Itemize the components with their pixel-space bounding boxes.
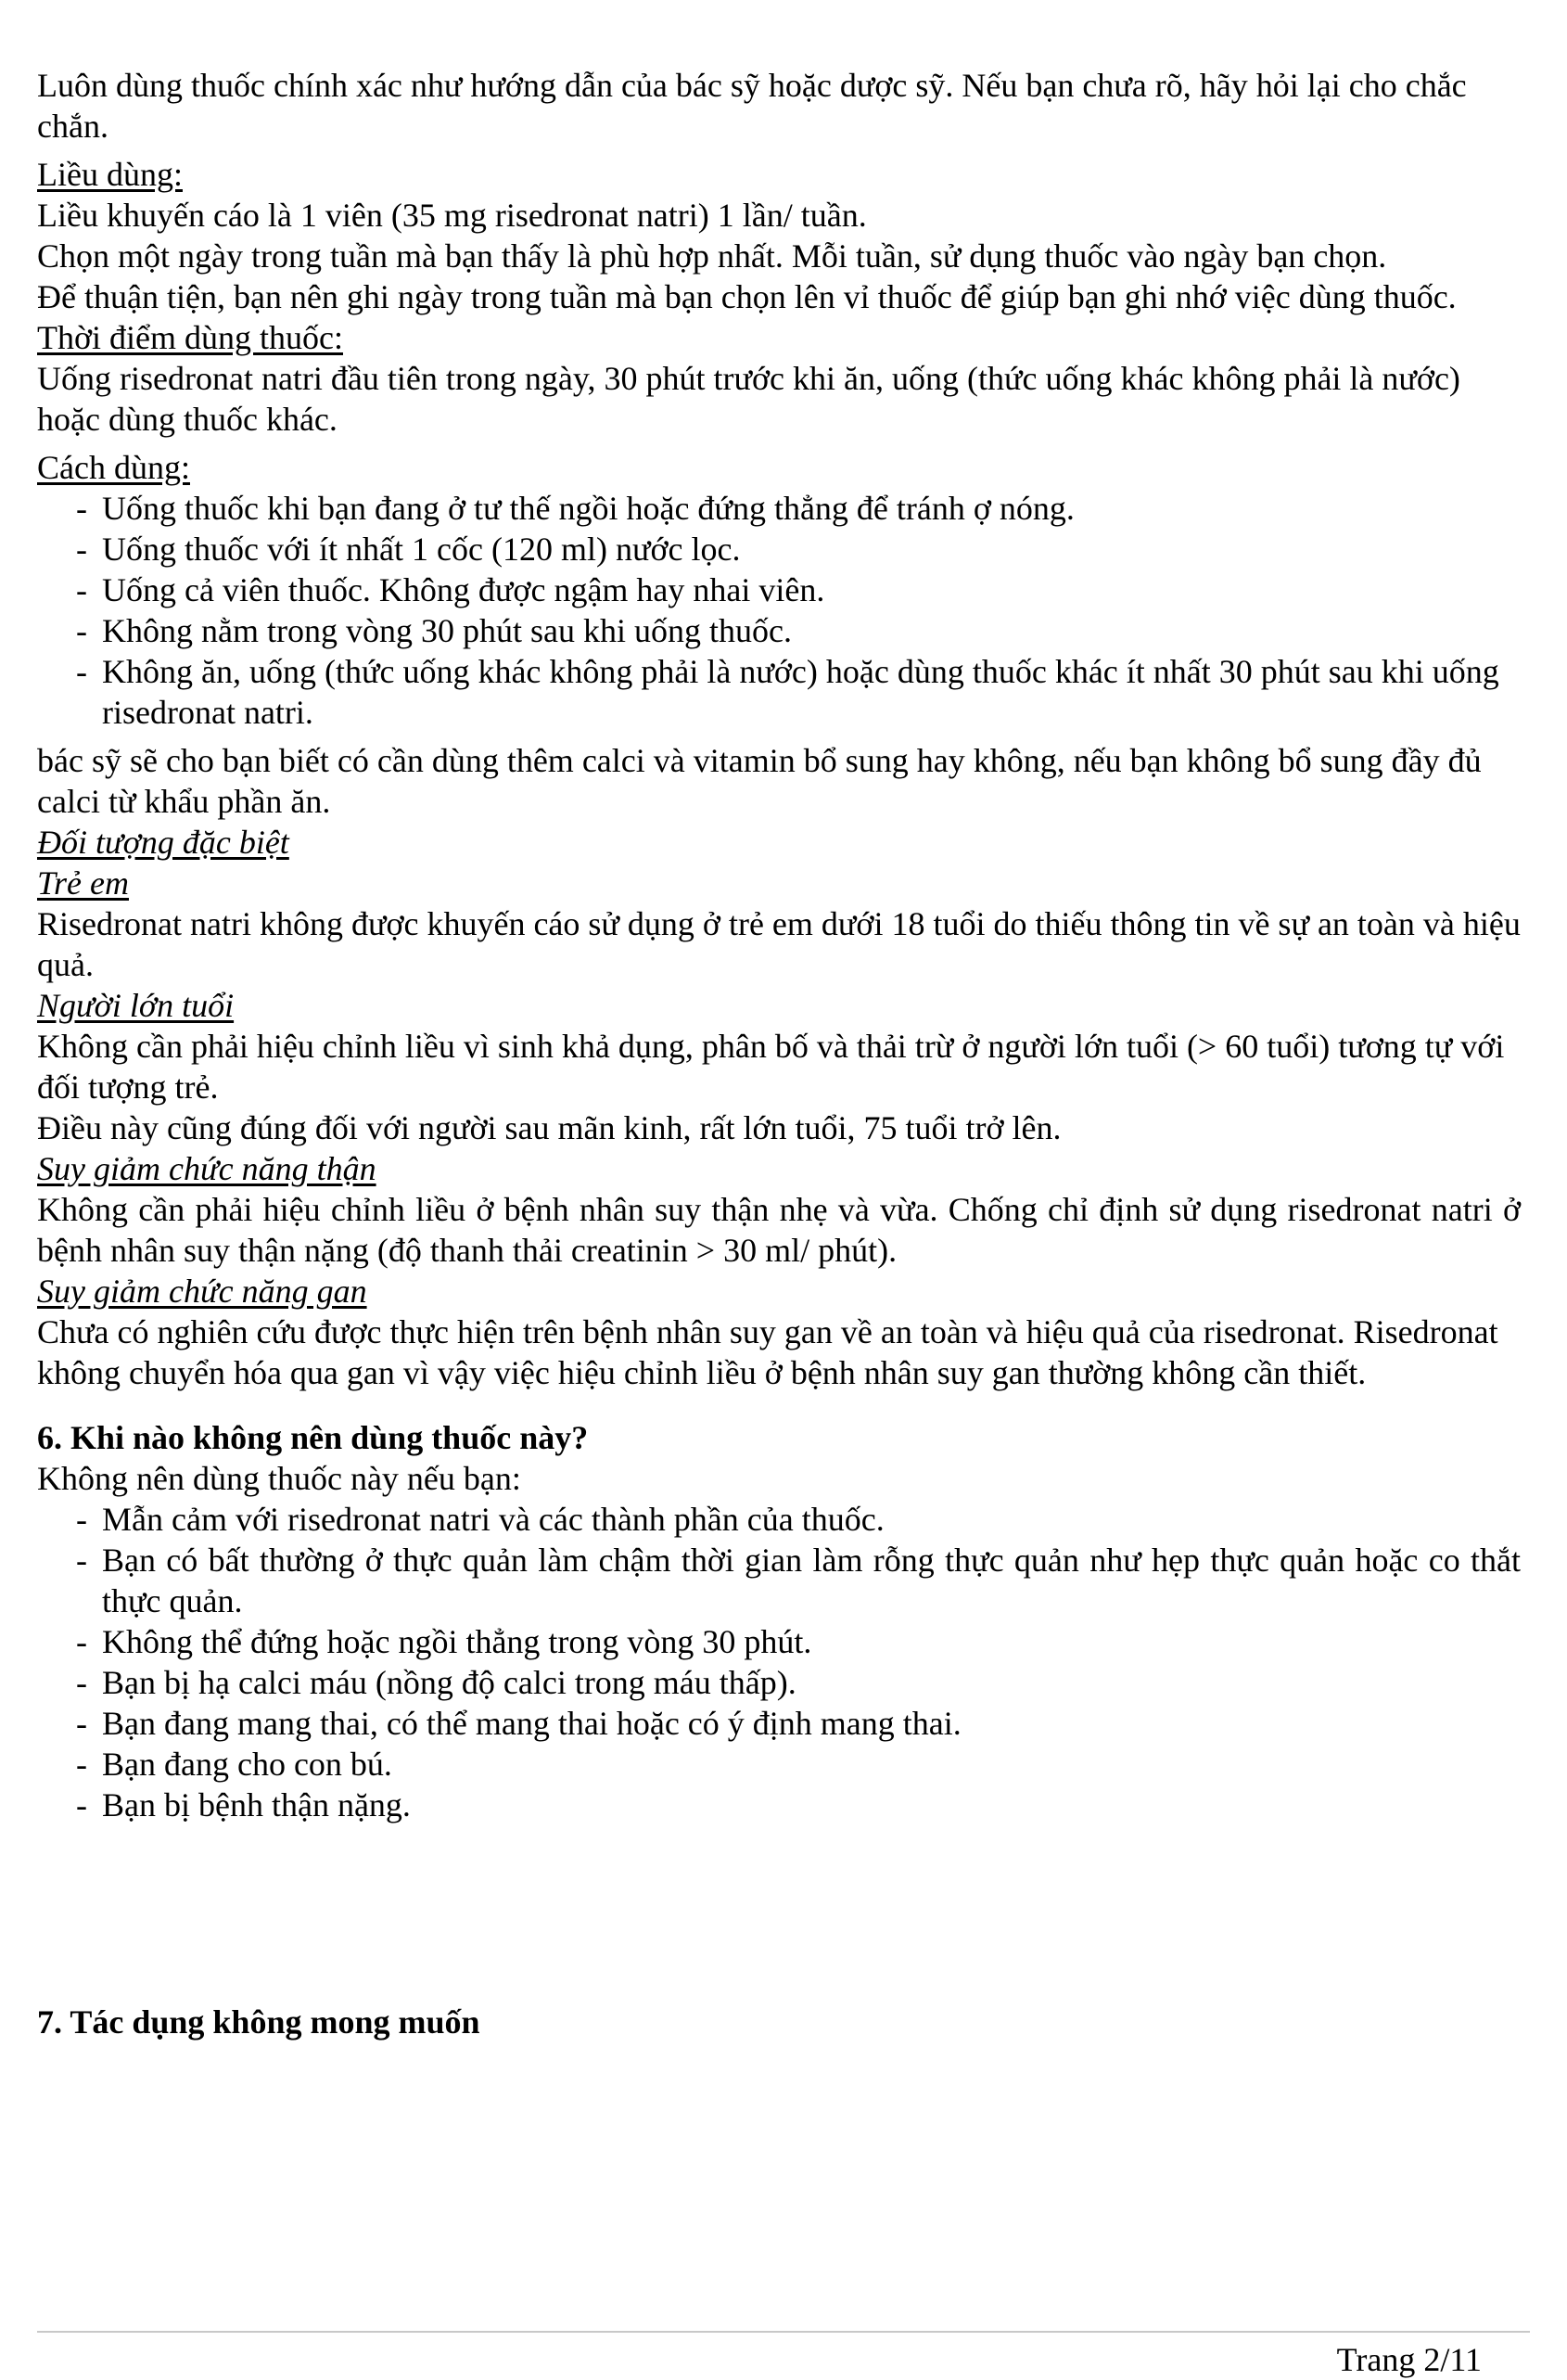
hepatic-text: Chưa có nghiên cứu được thực hiện trên bệnh nhân suy gan về an toàn và hiệu quả của risedronat. Risedronat không chuyển hóa qua gan vì vậy việc hiệu chỉnh liều ở bệnh nhân suy gan thường không cần thiết.	[37, 1313, 1498, 1391]
footer-divider	[37, 2331, 1530, 2333]
list-item: - Mẫn cảm với risedronat natri và các thành phần của thuốc.	[37, 1499, 1521, 1540]
elderly-text-2: Điều này cũng đúng đối với người sau mãn kinh, rất lớn tuổi, 75 tuổi trở lên.	[37, 1109, 1062, 1146]
list-item: - Không nằm trong vòng 30 phút sau khi uống thuốc.	[37, 610, 1521, 651]
timing-heading: Thời điểm dùng thuốc:	[37, 319, 343, 356]
list-item: - Bạn bị bệnh thận nặng.	[37, 1785, 1521, 1825]
dosage-line: Để thuận tiện, bạn nên ghi ngày trong tuần mà bạn chọn lên vỉ thuốc để giúp bạn ghi nhớ việc dùng thuốc.	[37, 278, 1457, 315]
intro-paragraph: Luôn dùng thuốc chính xác như hướng dẫn của bác sỹ hoặc dược sỹ. Nếu bạn chưa rõ, hãy hỏi lại cho chắc chắn.	[37, 67, 1467, 145]
section-6-heading: 6. Khi nào không nên dùng thuốc này?	[37, 1419, 589, 1456]
list-item: - Bạn có bất thường ở thực quản làm chậm thời gian làm rỗng thực quản như hẹp thực quản hoặc co thắt thực quản.	[37, 1540, 1521, 1621]
calcium-note: bác sỹ sẽ cho bạn biết có cần dùng thêm calci và vitamin bổ sung hay không, nếu bạn không bổ sung đầy đủ calci từ khẩu phần ăn.	[37, 742, 1482, 820]
page-number: Trang 2/11	[1336, 2341, 1482, 2378]
list-item: - Uống thuốc với ít nhất 1 cốc (120 ml) nước lọc.	[37, 529, 1521, 569]
section-6-intro: Không nên dùng thuốc này nếu bạn:	[37, 1460, 521, 1497]
list-item: - Không ăn, uống (thức uống khác không phải là nước) hoặc dùng thuốc khác ít nhất 30 phút sau khi uống risedronat natri.	[37, 651, 1521, 733]
list-item: - Bạn đang cho con bú.	[37, 1744, 1521, 1785]
section-7-heading: 7. Tác dụng không mong muốn	[37, 2003, 480, 2041]
timing-text: Uống risedronat natri đầu tiên trong ngày, 30 phút trước khi ăn, uống (thức uống khác không phải là nước) hoặc dùng thuốc khác.	[37, 360, 1460, 438]
dosage-heading: Liều dùng:	[37, 156, 183, 193]
children-text: Risedronat natri không được khuyến cáo sử dụng ở trẻ em dưới 18 tuổi do thiếu thông tin về sự an toàn và hiệu quả.	[37, 905, 1521, 983]
elderly-text: Không cần phải hiệu chỉnh liều vì sinh khả dụng, phân bố và thải trừ ở người lớn tuổi (> 60 tuổi) tương tự với đối tượng trẻ.	[37, 1028, 1505, 1106]
list-item: - Uống cả viên thuốc. Không được ngậm hay nhai viên.	[37, 569, 1521, 610]
document-page	[37, 65, 1521, 2042]
children-heading: Trẻ em	[37, 864, 129, 902]
contraindication-list	[37, 1499, 1521, 1825]
hepatic-heading: Suy giảm chức năng gan	[37, 1273, 367, 1310]
list-item: - Bạn bị hạ calci máu (nồng độ calci trong máu thấp).	[37, 1662, 1521, 1703]
usage-list	[37, 488, 1521, 733]
list-item: - Uống thuốc khi bạn đang ở tư thế ngồi hoặc đứng thẳng để tránh ợ nóng.	[37, 488, 1521, 529]
dosage-line: Chọn một ngày trong tuần mà bạn thấy là phù hợp nhất. Mỗi tuần, sử dụng thuốc vào ngày bạn chọn.	[37, 237, 1387, 275]
renal-heading: Suy giảm chức năng thận	[37, 1150, 376, 1187]
usage-heading: Cách dùng:	[37, 449, 190, 486]
dosage-line: Liều khuyến cáo là 1 viên (35 mg risedronat natri) 1 lần/ tuần.	[37, 197, 867, 234]
renal-text: Không cần phải hiệu chỉnh liều ở bệnh nhân suy thận nhẹ và vừa. Chống chỉ định sử dụng risedronat natri ở bệnh nhân suy thận nặng (độ thanh thải creatinin > 30 ml/ phút).	[37, 1191, 1521, 1269]
list-item: - Bạn đang mang thai, có thể mang thai hoặc có ý định mang thai.	[37, 1703, 1521, 1744]
elderly-heading: Người lớn tuổi	[37, 987, 235, 1024]
special-heading: Đối tượng đặc biệt	[37, 824, 289, 861]
list-item: - Không thể đứng hoặc ngồi thẳng trong vòng 30 phút.	[37, 1621, 1521, 1662]
